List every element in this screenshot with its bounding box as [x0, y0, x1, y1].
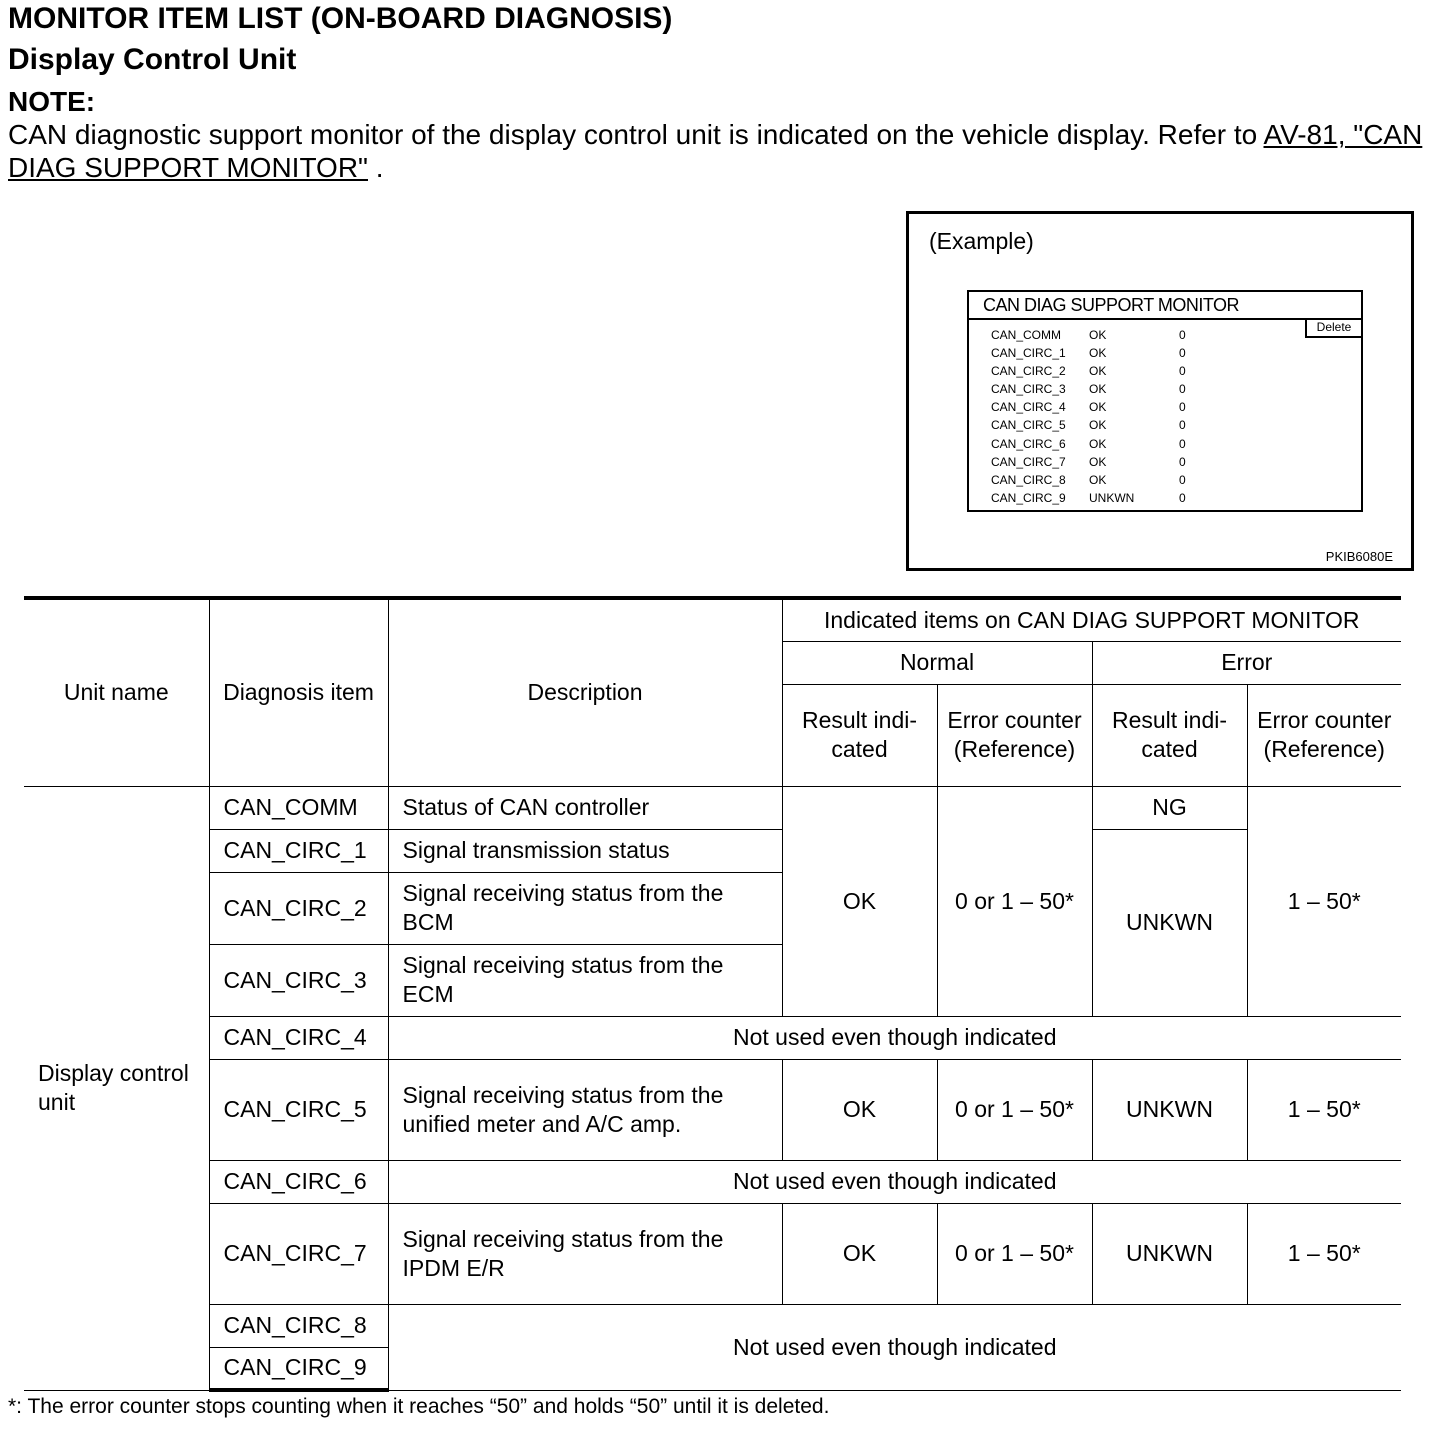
- can-diag-screen: [967, 290, 1363, 512]
- screen-row: [991, 344, 1211, 362]
- screen-rows: [991, 326, 1211, 507]
- screen-row-result: OK: [1089, 400, 1107, 415]
- screen-row-count: 0: [1179, 382, 1186, 397]
- example-label: (Example): [929, 228, 1034, 254]
- screen-row-count: 0: [1179, 436, 1186, 451]
- screen-row-result: OK: [1089, 346, 1107, 361]
- item-can-circ-3: CAN_CIRC_3: [209, 944, 388, 1016]
- header-error-result: Result indi- cated: [1092, 684, 1247, 786]
- screen-row-name: CAN_CIRC_5: [991, 418, 1066, 433]
- item-can-circ-5: CAN_CIRC_5: [209, 1059, 388, 1160]
- error-result-group-1: UNKWN: [1092, 829, 1247, 1016]
- header-diagnosis-item: Diagnosis item: [209, 598, 388, 786]
- item-can-circ-7: CAN_CIRC_7: [209, 1203, 388, 1304]
- delete-button[interactable]: Delete: [1305, 318, 1361, 338]
- screen-row-result: UNKWN: [1089, 490, 1135, 505]
- screen-title: CAN DIAG SUPPORT MONITOR: [969, 292, 1361, 320]
- error-result-can-circ-5: UNKWN: [1092, 1059, 1247, 1160]
- normal-result-can-circ-7: OK: [782, 1203, 937, 1304]
- screen-row-result: OK: [1089, 454, 1107, 469]
- header-normal-counter: Error counter (Reference): [937, 684, 1092, 786]
- screen-row: [991, 471, 1211, 489]
- screen-row-name: CAN_CIRC_4: [991, 400, 1066, 415]
- reference-link[interactable]: AV-81, "CAN DIAG SUPPORT MONITOR": [8, 119, 1423, 183]
- screen-row-name: CAN_CIRC_8: [991, 472, 1066, 487]
- screen-row: [991, 326, 1211, 344]
- monitor-item-table: [24, 596, 1401, 1392]
- example-figure: [906, 211, 1414, 571]
- screen-row-name: CAN_CIRC_2: [991, 364, 1066, 379]
- section-title: Display Control Unit: [8, 43, 297, 76]
- normal-result-can-circ-5: OK: [782, 1059, 937, 1160]
- desc-can-circ-3: Signal receiving status from the ECM: [388, 944, 782, 1016]
- figure-id: PKIB6080E: [1325, 549, 1393, 564]
- screen-row-name: CAN_CIRC_9: [991, 490, 1066, 505]
- normal-counter-can-circ-7: 0 or 1 – 50*: [937, 1203, 1092, 1304]
- normal-counter-can-circ-5: 0 or 1 – 50*: [937, 1059, 1092, 1160]
- screen-row-count: 0: [1179, 328, 1186, 342]
- screen-row-count: 0: [1179, 346, 1186, 361]
- screen-row-result: OK: [1089, 472, 1107, 487]
- footnote: *: The error counter stops counting when it reaches “50” and holds “50” until it is deleted.: [8, 1395, 830, 1418]
- error-counter-can-circ-7: 1 – 50*: [1247, 1203, 1401, 1304]
- screen-row: [991, 489, 1211, 507]
- item-can-circ-6: CAN_CIRC_6: [209, 1160, 388, 1203]
- header-unit-name: Unit name: [24, 598, 209, 786]
- screen-row-result: OK: [1089, 364, 1107, 379]
- screen-row-result: OK: [1089, 328, 1107, 342]
- desc-can-circ-1: Signal transmission status: [388, 829, 782, 872]
- item-can-circ-1: CAN_CIRC_1: [209, 829, 388, 872]
- screen-row-count: 0: [1179, 418, 1186, 433]
- screen-row-name: CAN_CIRC_1: [991, 346, 1066, 361]
- not-used-can-circ-4: Not used even though indicated: [388, 1016, 1401, 1059]
- header-description: Description: [388, 598, 782, 786]
- item-can-circ-8: CAN_CIRC_8: [209, 1304, 388, 1347]
- screen-row: [991, 416, 1211, 434]
- error-counter-can-circ-5: 1 – 50*: [1247, 1059, 1401, 1160]
- screen-row-name: CAN_CIRC_3: [991, 382, 1066, 397]
- screen-row: [991, 362, 1211, 380]
- screen-row-count: 0: [1179, 400, 1186, 415]
- screen-row: [991, 435, 1211, 453]
- screen-row-count: 0: [1179, 472, 1186, 487]
- item-can-circ-9: CAN_CIRC_9: [209, 1347, 388, 1390]
- item-can-comm: CAN_COMM: [209, 786, 388, 829]
- unit-name-cell: Display control unit: [24, 786, 209, 1390]
- item-can-circ-4: CAN_CIRC_4: [209, 1016, 388, 1059]
- screen-row: [991, 380, 1211, 398]
- header-error: Error: [1092, 641, 1401, 684]
- screen-row-count: 0: [1179, 364, 1186, 379]
- note-label: NOTE:: [8, 86, 96, 117]
- desc-can-comm: Status of CAN controller: [388, 786, 782, 829]
- note-tail: .: [368, 152, 384, 183]
- screen-row-result: OK: [1089, 382, 1107, 397]
- screen-row-result: OK: [1089, 418, 1107, 433]
- desc-can-circ-5: Signal receiving status from the unified meter and A/C amp.: [388, 1059, 782, 1160]
- normal-counter-group-1: 0 or 1 – 50*: [937, 786, 1092, 1016]
- screen-row-result: OK: [1089, 436, 1107, 451]
- item-can-circ-2: CAN_CIRC_2: [209, 872, 388, 944]
- error-result-can-circ-7: UNKWN: [1092, 1203, 1247, 1304]
- note-body: CAN diagnostic support monitor of the display control unit is indicated on the vehicle display. Refer to: [8, 119, 1264, 150]
- desc-can-circ-7: Signal receiving status from the IPDM E/R: [388, 1203, 782, 1304]
- screen-row-name: CAN_CIRC_7: [991, 454, 1066, 469]
- not-used-can-circ-8-9: Not used even though indicated: [388, 1304, 1401, 1390]
- screen-row-count: 0: [1179, 454, 1186, 469]
- header-normal-result: Result indi- cated: [782, 684, 937, 786]
- desc-can-circ-2: Signal receiving status from the BCM: [388, 872, 782, 944]
- header-normal: Normal: [782, 641, 1092, 684]
- screen-row: [991, 398, 1211, 416]
- page-title: MONITOR ITEM LIST (ON-BOARD DIAGNOSIS): [8, 2, 673, 35]
- normal-result-group-1: OK: [782, 786, 937, 1016]
- screen-row-name: CAN_COMM: [991, 328, 1062, 342]
- error-counter-group-1: 1 – 50*: [1247, 786, 1401, 1016]
- error-result-can-comm: NG: [1092, 786, 1247, 829]
- not-used-can-circ-6: Not used even though indicated: [388, 1160, 1401, 1203]
- header-error-counter: Error counter (Reference): [1247, 684, 1401, 786]
- screen-row: [991, 453, 1211, 471]
- screen-row-count: 0: [1179, 490, 1186, 505]
- note-text: [8, 118, 1428, 184]
- screen-row-name: CAN_CIRC_6: [991, 436, 1066, 451]
- header-indicated-items: Indicated items on CAN DIAG SUPPORT MONITOR: [782, 598, 1401, 641]
